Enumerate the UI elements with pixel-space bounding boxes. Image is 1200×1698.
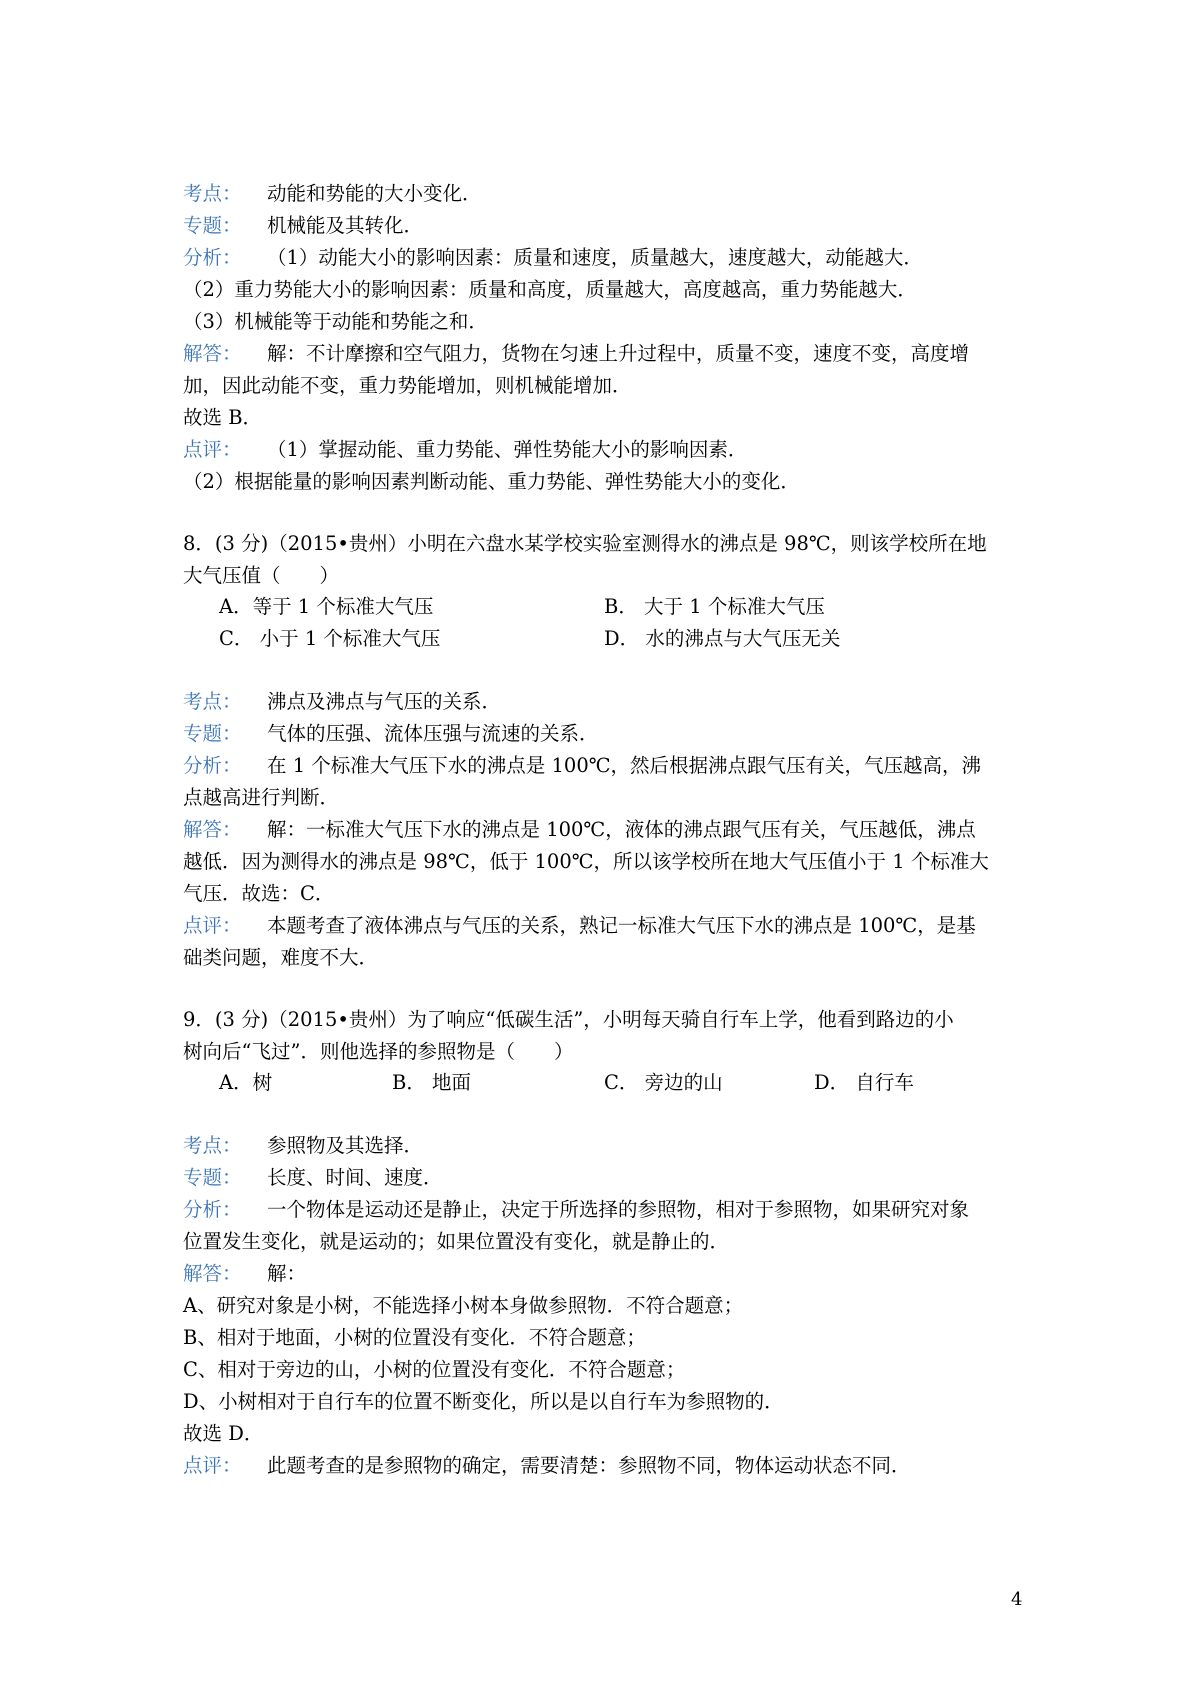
block1-fenxi-row [183,242,923,274]
block1-kaodian-text: 动能和势能的大小变化． [267,182,482,205]
jieda-label: 解答： [183,342,242,365]
q8-kaodian-row [183,686,501,718]
dianping-label: 点评： [183,438,242,461]
q9-fenxi-row [183,1194,969,1226]
zhuanti-label: 专题： [183,722,242,745]
dianping-label: 点评： [183,914,242,937]
q8-dianping-line-1: 本题考查了液体沸点与气压的关系，熟记一标准大气压下水的沸点是 100℃，是基 [267,914,976,937]
q9-jieda-line-5: D、小树相对于自行车的位置不断变化，所以是以自行车为参照物的． [183,1390,784,1413]
q9-option-d: D． 自行车 [814,1071,914,1094]
q8-jieda-line-3: 气压．故选：C． [183,882,335,905]
q8-dianping-line-2: 础类问题，难度不大． [183,946,379,969]
q9-kaodian-row [183,1130,423,1162]
fenxi-label: 分析： [183,754,242,777]
q9-fenxi-line-1: 一个物体是运动还是静止，决定于所选择的参照物，相对于参照物，如果研究对象 [267,1198,970,1221]
block1-fenxi-line-2: （2）重力势能大小的影响因素：质量和高度，质量越大，高度越高，重力势能越大． [183,278,917,301]
q8-option-a: A．等于 1 个标准大气压 [219,595,434,618]
jieda-label: 解答： [183,1262,242,1285]
q9-fenxi-line-2: 位置发生变化，就是运动的；如果位置没有变化，就是静止的． [183,1230,730,1253]
q9-stem-line-2: 树向后“飞过”．则他选择的参照物是（ ） [183,1040,574,1063]
q9-zhuanti-text: 长度、时间、速度． [267,1166,443,1189]
q9-jieda-line-4: C、相对于旁边的山，小树的位置没有变化．不符合题意； [183,1358,686,1381]
q8-fenxi-line-1: 在 1 个标准大气压下水的沸点是 100℃，然后根据沸点跟气压有关，气压越高，沸 [267,754,982,777]
block1-dianping-line-2: （2）根据能量的影响因素判断动能、重力势能、弹性势能大小的变化． [183,470,800,493]
q9-jieda-line-1: 解： [267,1262,307,1285]
q8-stem-line-1: 8．(3 分)（2015•贵州）小明在六盘水某学校实验室测得水的沸点是 98℃，则该学校所在地 [183,532,987,555]
q9-zhuanti-row [183,1162,443,1194]
q9-dianping-row [183,1450,911,1482]
q9-kaodian-text: 参照物及其选择． [267,1134,424,1157]
q8-jieda-line-2: 越低．因为测得水的沸点是 98℃，低于 100℃，所以该学校所在地大气压值小于 1 个标准大 [183,850,989,873]
block1-jieda-line-2: 加，因此动能不变，重力势能增加，则机械能增加． [183,374,632,397]
q9-jieda-line-3: B、相对于地面，小树的位置没有变化．不符合题意； [183,1326,646,1349]
zhuanti-label: 专题： [183,1166,242,1189]
q9-stem-line-1: 9．(3 分)（2015•贵州）为了响应“低碳生活”，小明每天骑自行车上学，他看到路边的小 [183,1008,954,1031]
block1-fenxi-line-3: （3）机械能等于动能和势能之和． [183,310,488,333]
dianping-label: 点评： [183,1454,242,1477]
q8-option-d: D． 水的沸点与大气压无关 [604,627,841,650]
jieda-label: 解答： [183,818,242,841]
q9-option-a: A．树 [219,1071,273,1094]
q8-zhuanti-row [183,718,599,750]
q8-stem-line-2: 大气压值（ ） [183,564,340,587]
fenxi-label: 分析： [183,246,242,269]
page-number: 4 [1011,1589,1023,1610]
q8-option-c: C． 小于 1 个标准大气压 [219,627,441,650]
block1-dianping-row [183,434,747,466]
block1-dianping-line-1: （1）掌握动能、重力势能、弹性势能大小的影响因素． [267,438,748,461]
q8-jieda-row [183,814,976,846]
q8-dianping-row [183,910,976,942]
kaodian-label: 考点： [183,1134,242,1157]
q8-fenxi-row [183,750,981,782]
block1-jieda-line-3: 故选 B． [183,406,263,429]
block1-jieda-line-1: 解：不计摩擦和空气阻力，货物在匀速上升过程中，质量不变，速度不变，高度增 [267,342,970,365]
q9-option-c: C． 旁边的山 [604,1071,723,1094]
q8-fenxi-line-2: 点越高进行判断． [183,786,340,809]
q8-kaodian-text: 沸点及沸点与气压的关系． [267,690,502,713]
q9-jieda-line-2: A、研究对象是小树，不能选择小树本身做参照物．不符合题意； [183,1294,744,1317]
fenxi-label: 分析： [183,1198,242,1221]
block1-kaodian-row [183,178,482,210]
q9-jieda-line-6: 故选 D． [183,1422,264,1445]
kaodian-label: 考点： [183,690,242,713]
block1-jieda-row [183,338,969,370]
kaodian-label: 考点： [183,182,242,205]
block1-fenxi-line-1: （1）动能大小的影响因素：质量和速度，质量越大，速度越大，动能越大． [267,246,923,269]
zhuanti-label: 专题： [183,214,242,237]
block1-zhuanti-text: 机械能及其转化． [267,214,424,237]
q9-jieda-row [183,1258,306,1290]
block1-zhuanti-row [183,210,423,242]
q9-dianping-text: 此题考查的是参照物的确定，需要清楚：参照物不同，物体运动状态不同． [267,1454,911,1477]
q8-option-b: B． 大于 1 个标准大气压 [604,595,825,618]
q8-zhuanti-text: 气体的压强、流体压强与流速的关系． [267,722,599,745]
q9-option-b: B． 地面 [392,1071,472,1094]
q8-jieda-line-1: 解：一标准大气压下水的沸点是 100℃，液体的沸点跟气压有关，气压越低，沸点 [267,818,976,841]
